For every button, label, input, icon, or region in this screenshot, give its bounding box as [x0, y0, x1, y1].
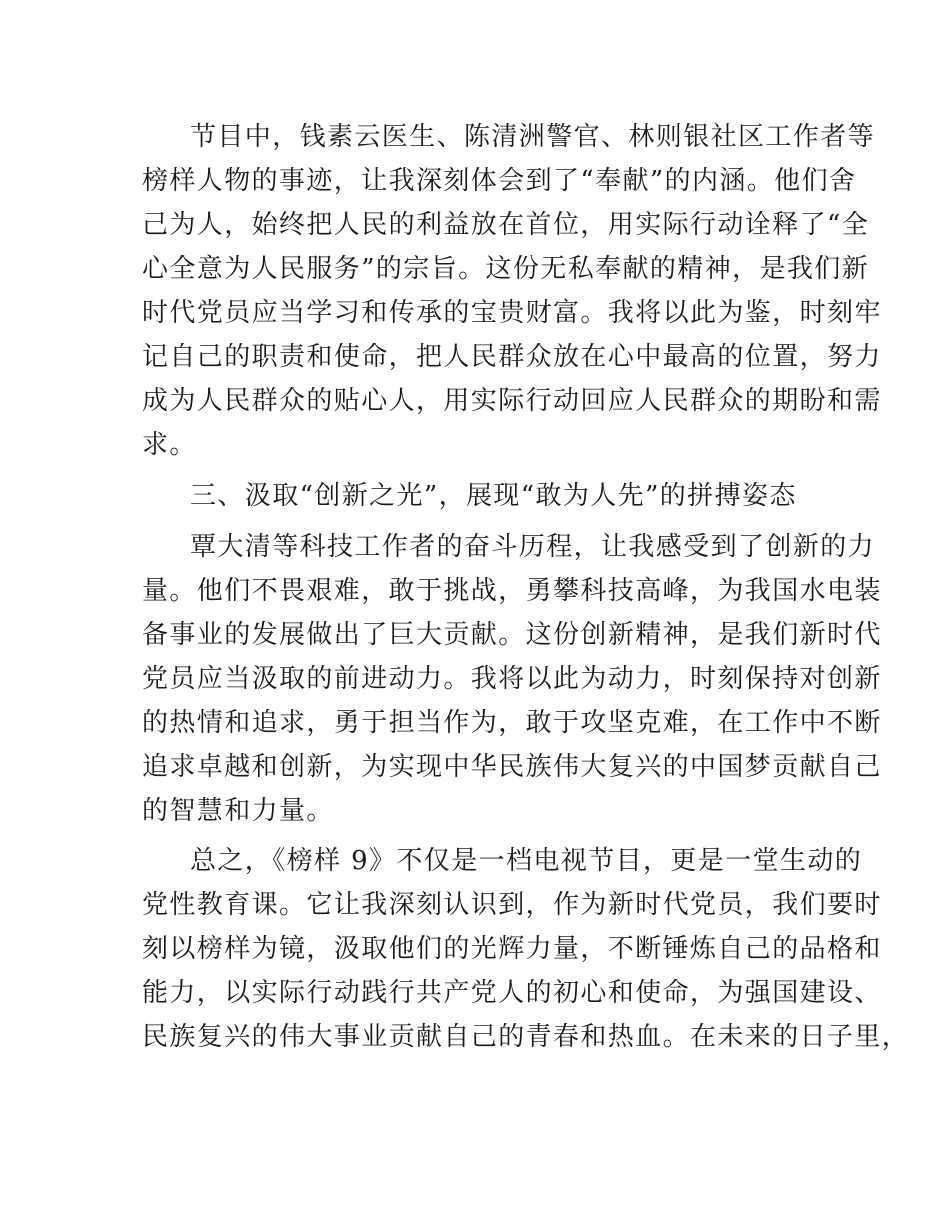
paragraph-line: 量。他们不畏艰难，敢于挑战，勇攀科技高峰，为我国水电装 — [142, 576, 882, 606]
paragraph-line: 追求卓越和创新，为实现中华民族伟大复兴的中国梦贡献自己 — [142, 752, 882, 782]
paragraph-line: 心全意为人民服务”的宗旨。这份无私奉献的精神，是我们新 — [142, 254, 870, 284]
paragraph-line: 时代党员应当学习和传承的宝贵财富。我将以此为鉴，时刻牢 — [142, 298, 882, 328]
paragraph-line: 民族复兴的伟大事业贡献自己的青春和热血。在未来的日子里， — [142, 1022, 910, 1052]
paragraph-line: 能力，以实际行动践行共产党人的初心和使命，为强国建设、 — [142, 978, 882, 1008]
paragraph-line: 榜样人物的事迹，让我深刻体会到了“奉献”的内涵。他们舍 — [142, 166, 857, 196]
paragraph-line: 刻以榜样为镜，汲取他们的光辉力量，不断锤炼自己的品格和 — [142, 934, 882, 964]
paragraph-line: 的智慧和力量。 — [142, 796, 334, 826]
paragraph-line: 的热情和追求，勇于担当作为，敢于攻坚克难，在工作中不断 — [142, 708, 882, 738]
paragraph-line: 党员应当汲取的前进动力。我将以此为动力，时刻保持对创新 — [142, 664, 882, 694]
paragraph-line: 备事业的发展做出了巨大贡献。这份创新精神，是我们新时代 — [142, 620, 882, 650]
paragraph-line: 求。 — [142, 430, 197, 460]
paragraph-line: 记自己的职责和使命，把人民群众放在心中最高的位置，努力 — [142, 342, 882, 372]
section-heading: 三、汲取“创新之光”，展现“敢为人先”的拼搏姿态 — [190, 481, 797, 511]
paragraph-line: 己为人，始终把人民的利益放在首位，用实际行动诠释了“全 — [142, 210, 870, 240]
paragraph-line: 党性教育课。它让我深刻认识到，作为新时代党员，我们要时 — [142, 890, 882, 920]
paragraph-line: 覃大清等科技工作者的奋斗历程，让我感受到了创新的力 — [190, 532, 876, 562]
paragraph-line: 节目中，钱素云医生、陈清洲警官、林则银社区工作者等 — [190, 122, 876, 152]
paragraph-line: 总之，《榜样 9》不仅是一档电视节目，更是一堂生动的 — [190, 846, 863, 876]
paragraph-line: 成为人民群众的贴心人，用实际行动回应人民群众的期盼和需 — [142, 386, 882, 416]
